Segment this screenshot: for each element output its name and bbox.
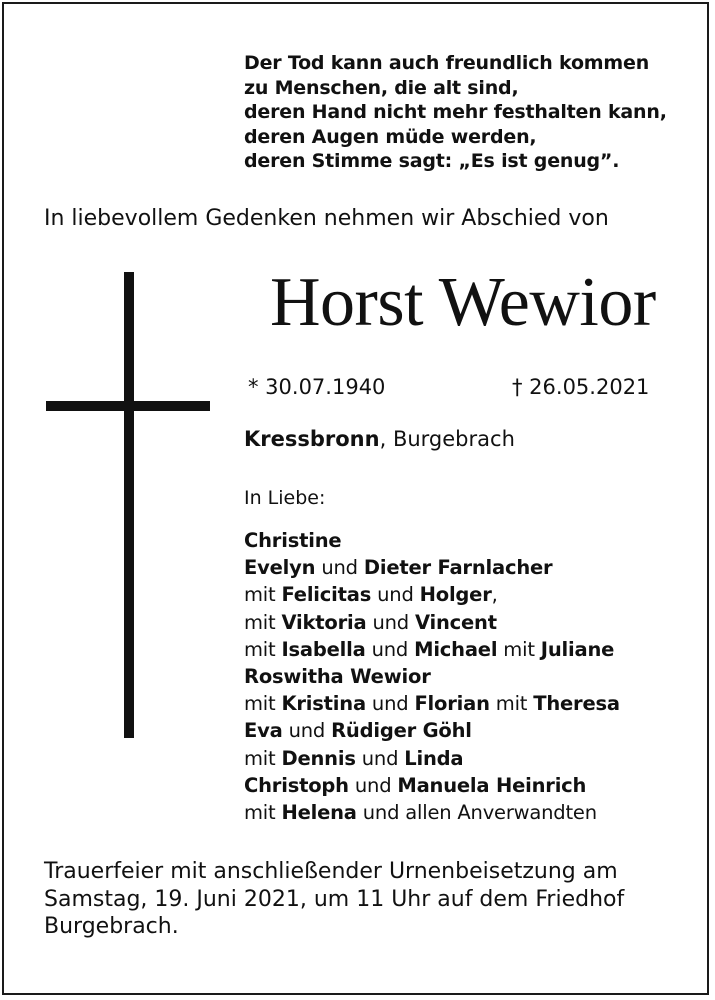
family-connector: und [365,692,415,716]
family-member-name: Evelyn [244,556,316,580]
poem-line: deren Stimme sagt: „Es ist genug”. [244,150,620,172]
family-member-name: Kristina [281,692,366,716]
family-member-name: Juliane [540,637,615,661]
family-member-name: Linda [404,746,464,770]
family-line [244,636,620,663]
family-connector: mit [244,746,282,770]
family-member-name: Michael [414,637,498,661]
family-connector: und [365,637,415,661]
family-connector: , [491,583,498,607]
family-line [244,772,620,799]
ceremony-line: Burgebrach. [44,914,179,939]
family-line [244,663,620,690]
family-connector: und [348,773,398,797]
family-connector: und [371,583,420,607]
family-member-name: Vincent [414,610,497,634]
family-connector: und [315,556,364,580]
family-line [244,581,620,608]
poem-line: zu Menschen, die alt sind, [244,76,519,99]
family-member-name: Dennis [281,746,356,770]
poem-line: deren Hand nicht mehr festhalten kann, [244,101,667,123]
family-line [244,690,620,717]
cross-icon-bar [46,401,210,411]
intro-text: In liebevollem Gedenken nehmen wir Abschied von [44,206,609,231]
deceased-name: Horst Wewior [270,264,656,341]
family-line [244,717,620,744]
family-member-name: Christine [244,529,342,552]
family-connector: mit [244,637,282,661]
family-connector: und [282,719,332,743]
in-love-label: In Liebe: [244,487,326,509]
family-member-name: Holger [419,583,492,607]
ceremony-line: Samstag, 19. Juni 2021, um 11 Uhr auf dem Friedhof [44,886,625,912]
family-member-name: Felicitas [281,583,372,607]
family-line [244,799,620,826]
poem-line: deren Augen müde werden, [244,125,537,148]
family-member-name: Christoph [244,773,349,797]
family-member-name: Theresa [533,692,620,716]
place-secondary: Burgebrach [392,427,515,451]
family-line [244,527,620,554]
birth-date: * 30.07.1940 [248,375,386,399]
family-member-name: Isabella [281,637,366,661]
places [244,424,515,454]
family-member-name: Eva [244,719,283,743]
family-member-name: Florian [414,692,490,716]
family-member-name: Helena [281,801,357,825]
poem [244,51,667,174]
family-member-name: Roswitha Wewior [244,665,431,689]
family-member-name: Rüdiger Göhl [331,719,472,743]
obituary-frame [2,2,709,995]
family-connector: mit [244,692,282,716]
cross-icon [124,272,134,738]
family-member-name: Dieter Farnlacher [363,556,553,580]
family-line [244,609,620,636]
family-member-name: Manuela Heinrich [397,773,587,797]
family-connector: mit [489,692,534,716]
family-connector: mit [497,637,541,661]
family-connector: mit [244,610,282,634]
family-line [244,554,620,581]
family-list [244,527,620,826]
family-connector: mit [244,583,282,607]
death-date: † 26.05.2021 [512,375,650,399]
family-connector: mit [244,801,282,825]
place-separator: , [379,427,393,451]
family-connector: und [366,610,415,634]
place-primary: Kressbronn [244,427,380,451]
ceremony-line: Trauerfeier mit anschließender Urnenbeisetzung am [44,859,618,884]
family-connector: und allen Anverwandten [356,801,597,825]
family-member-name: Viktoria [281,610,367,634]
family-line [244,745,620,772]
family-connector: und [355,746,405,770]
poem-line: Der Tod kann auch freundlich kommen [244,52,650,74]
ceremony-info [44,858,624,941]
